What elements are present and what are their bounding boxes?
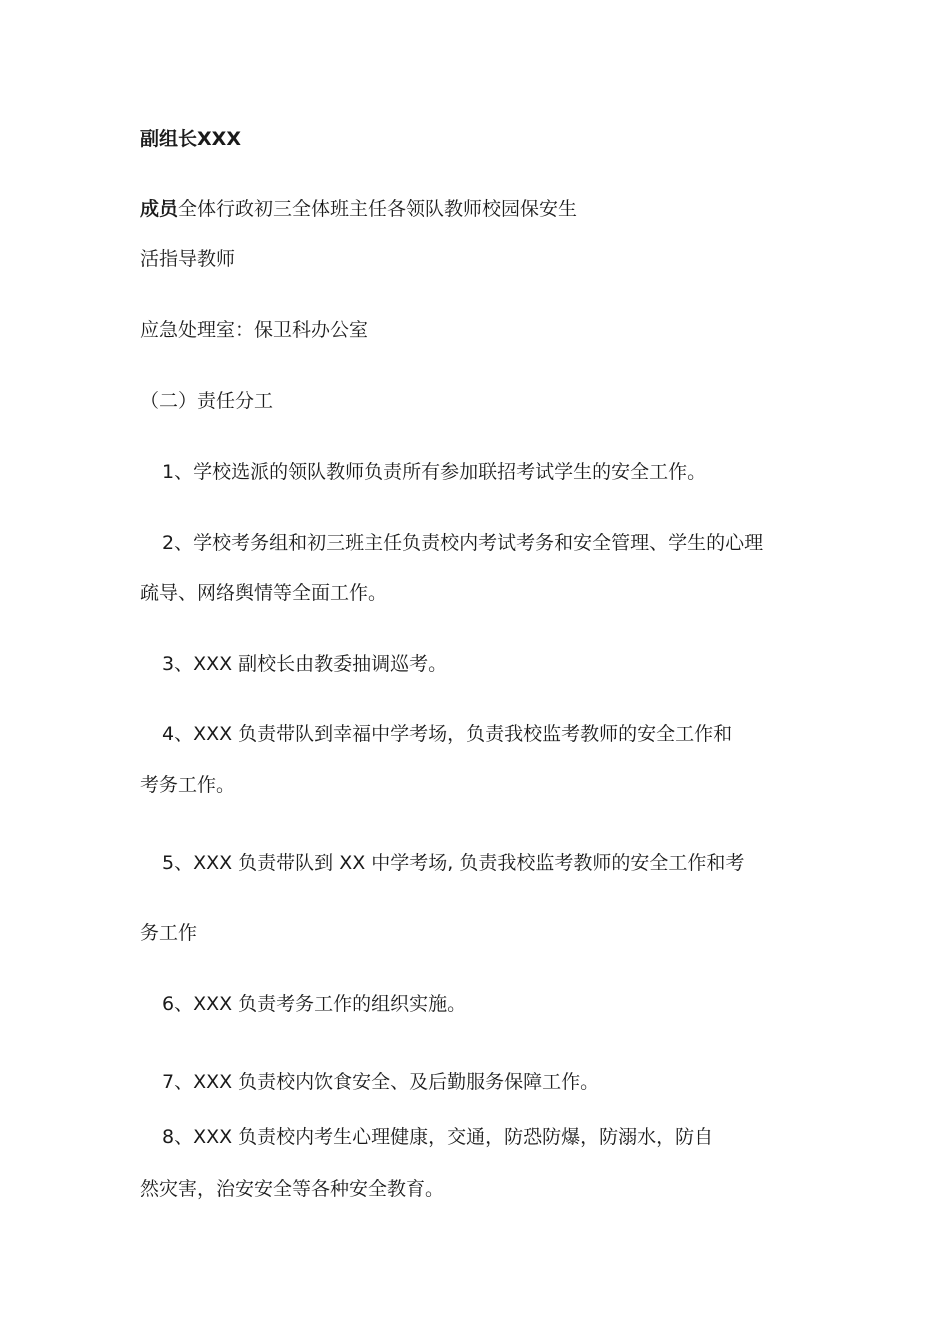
duty-8: 8、XXX 负责校内考生心理健康，交通，防恐防爆，防溺水，防自 — [162, 1126, 714, 1148]
vice-leader-line — [140, 127, 241, 151]
vice-leader-value: XXX — [197, 128, 241, 150]
duty-5-continued: 务工作 — [140, 922, 198, 944]
duty-4: 4、XXX 负责带队到幸福中学考场，负责我校监考教师的安全工作和 — [162, 723, 733, 745]
duty-4-continued: 考务工作。 — [140, 774, 236, 796]
duty-2: 2、学校考务组和初三班主任负责校内考试考务和安全管理、学生的心理 — [162, 532, 764, 554]
members-line — [140, 197, 577, 221]
duty-1: 1、学校选派的领队教师负责所有参加联招考试学生的安全工作。 — [162, 461, 707, 483]
duty-5: 5、XXX 负责带队到 XX 中学考场, 负责我校监考教师的安全工作和考 — [162, 852, 745, 874]
members-label: 成员 — [140, 198, 179, 220]
members-text: 全体行政初三全体班主任各领队教师校园保安生 — [178, 198, 578, 220]
duty-6: 6、XXX 负责考务工作的组织实施。 — [162, 993, 467, 1015]
duty-7: 7、XXX 负责校内饮食安全、及后勤服务保障工作。 — [162, 1071, 600, 1093]
duty-8-continued: 然灾害，治安安全等各种安全教育。 — [140, 1178, 445, 1200]
emergency-room: 应急处理室：保卫科办公室 — [140, 319, 369, 341]
vice-leader-label: 副组长 — [140, 128, 198, 150]
duty-3: 3、XXX 副校长由教委抽调巡考。 — [162, 653, 448, 675]
section-heading: （二）责任分工 — [140, 390, 274, 412]
duty-2-continued: 疏导、网络舆情等全面工作。 — [140, 582, 388, 604]
members-text-continued: 活指导教师 — [140, 248, 236, 270]
